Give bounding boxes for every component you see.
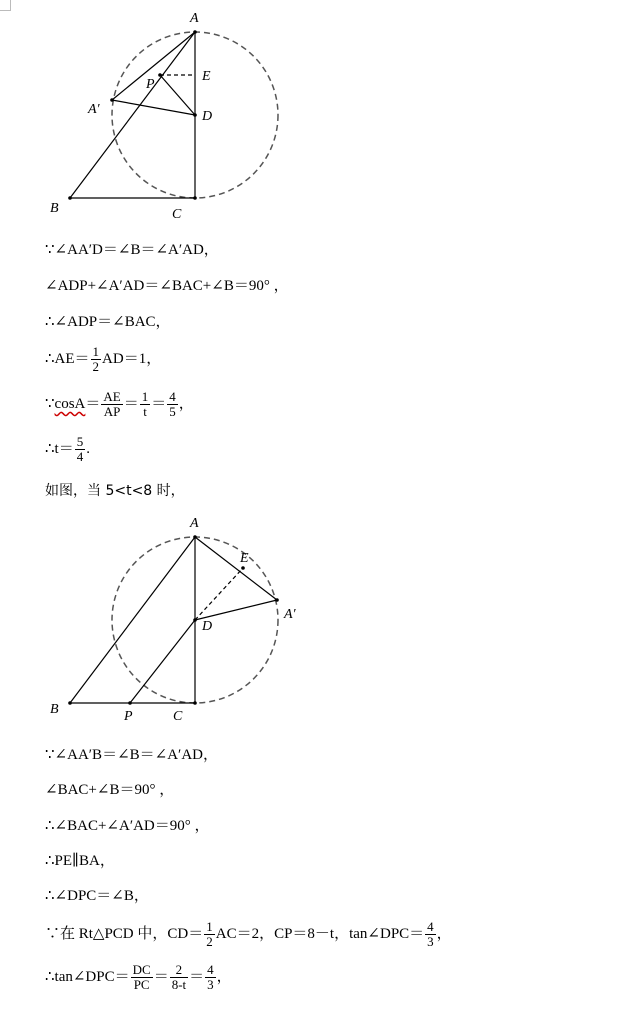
frac-num: DC [132, 962, 151, 977]
frac-den: 4 [76, 449, 84, 464]
figure-2 [0, 505, 637, 735]
fig2-label-A: A [190, 516, 199, 531]
l7-pre: ∴tan∠DPC＝ [45, 968, 130, 985]
fig1-label-E: E [202, 69, 211, 84]
frac-num: 1 [92, 344, 100, 359]
frac-num: 1 [206, 919, 213, 934]
l4-post: AD＝1， [102, 350, 162, 367]
fig2-label-P: P [124, 709, 133, 724]
fig2-label-B: B [50, 702, 59, 717]
frac-den: t [143, 404, 147, 419]
frac-den: 2 [92, 359, 100, 374]
case-heading: 如图，当 5<t<8 时， [45, 483, 185, 499]
fig2-line-PD [130, 620, 195, 703]
fig1-line-A'D [112, 100, 195, 115]
fig2-label-A-prime: A′ [284, 607, 296, 622]
fraction-2-8t [170, 963, 188, 992]
frac-den: 2 [206, 934, 213, 949]
frac-den: 5 [169, 404, 176, 419]
l6-pre: ∴t＝ [45, 440, 74, 457]
text2-line-2: ∠BAC+∠B＝90° ， [45, 782, 175, 798]
fig1-label-C: C [172, 207, 182, 222]
fig1-line-PD [160, 75, 195, 115]
l5-pre: ∵ [45, 395, 55, 412]
text2-line-6 [45, 920, 452, 949]
l4-pre: ∴AE＝ [45, 350, 90, 367]
text2-line-5: ∴∠DPC＝∠B， [45, 888, 149, 904]
l6-post: ， [436, 925, 452, 942]
fraction-half [204, 920, 215, 949]
fig1-label-B: B [50, 201, 59, 216]
fig2-line-DE [195, 568, 243, 620]
fraction-ae-ap [101, 390, 122, 419]
fig2-label-D: D [202, 619, 213, 634]
fig1-label-A-prime: A′ [88, 102, 100, 117]
fig2-line-AA' [195, 537, 277, 600]
text-line-4 [45, 345, 161, 374]
fig2-label-C: C [173, 709, 183, 724]
figure-1 [0, 0, 637, 230]
text2-line-1: ∵∠AA′B＝∠B＝∠A′AD， [45, 747, 218, 763]
frac-den: PC [133, 977, 150, 992]
text-line-1: ∵∠AA′D＝∠B＝∠A′AD， [45, 242, 219, 258]
fraction-4-5 [167, 390, 178, 419]
frac-num: 4 [207, 962, 214, 977]
l6-pre: ∵在 Rt△PCD 中，CD＝ [45, 925, 204, 942]
fig2-line-AB [70, 537, 195, 703]
l5-post: ， [178, 395, 194, 412]
frac-den: AP [103, 404, 121, 419]
frac-num: 5 [76, 434, 84, 449]
fraction-5-4 [75, 435, 86, 464]
fraction-1-t [140, 390, 151, 419]
l6-post: . [86, 440, 90, 457]
frac-num: 2 [170, 963, 188, 978]
frac-den: 3 [207, 977, 214, 992]
text-line-5: ∵cosA＝ $\frac{AE}{AP}$ ＝ $\frac{1}{t}$ ＝ $\frac{4}{5}$ ， [45, 389, 194, 419]
fig2-label-E: E [240, 551, 249, 566]
l5-eq: ＝ [85, 395, 101, 412]
fig1-label-D: D [202, 109, 213, 124]
l7-post: ， [216, 968, 232, 985]
frac-den: 3 [427, 934, 434, 949]
frac-num: 1 [141, 389, 149, 404]
fraction-4-3 [425, 920, 436, 949]
frac-num: AE [103, 389, 121, 404]
text-line-6 [45, 435, 90, 464]
fig1-label-P: P [146, 77, 155, 92]
fraction-half [91, 345, 102, 374]
fraction-dc-pc [131, 963, 153, 992]
text2-line-3: ∴∠BAC+∠A′AD＝90° ， [45, 818, 210, 834]
fig1-label-A: A [190, 11, 199, 26]
frac-num: 4 [169, 389, 176, 404]
frac-num: 4 [427, 919, 434, 934]
fig2-line-A'D [195, 600, 277, 620]
frac-den: 8-t [171, 977, 187, 992]
fraction-4-3 [205, 963, 216, 992]
cos-a: cosA [54, 395, 86, 412]
text2-line-7: ∴tan∠DPC＝ $\frac{DC}{PC}$ ＝ $\frac{2}{8-t}$ ＝ $\frac{4}{3}$ ， [45, 962, 232, 992]
text-line-2: ∠ADP+∠A′AD＝∠BAC+∠B＝90° ， [45, 278, 289, 294]
l6-mid: AC＝2，CP＝8－t，tan∠DPC＝ [215, 925, 425, 942]
text2-line-4: ∴PE∥BA， [45, 853, 115, 869]
text-line-3: ∴∠ADP＝∠BAC， [45, 314, 171, 330]
